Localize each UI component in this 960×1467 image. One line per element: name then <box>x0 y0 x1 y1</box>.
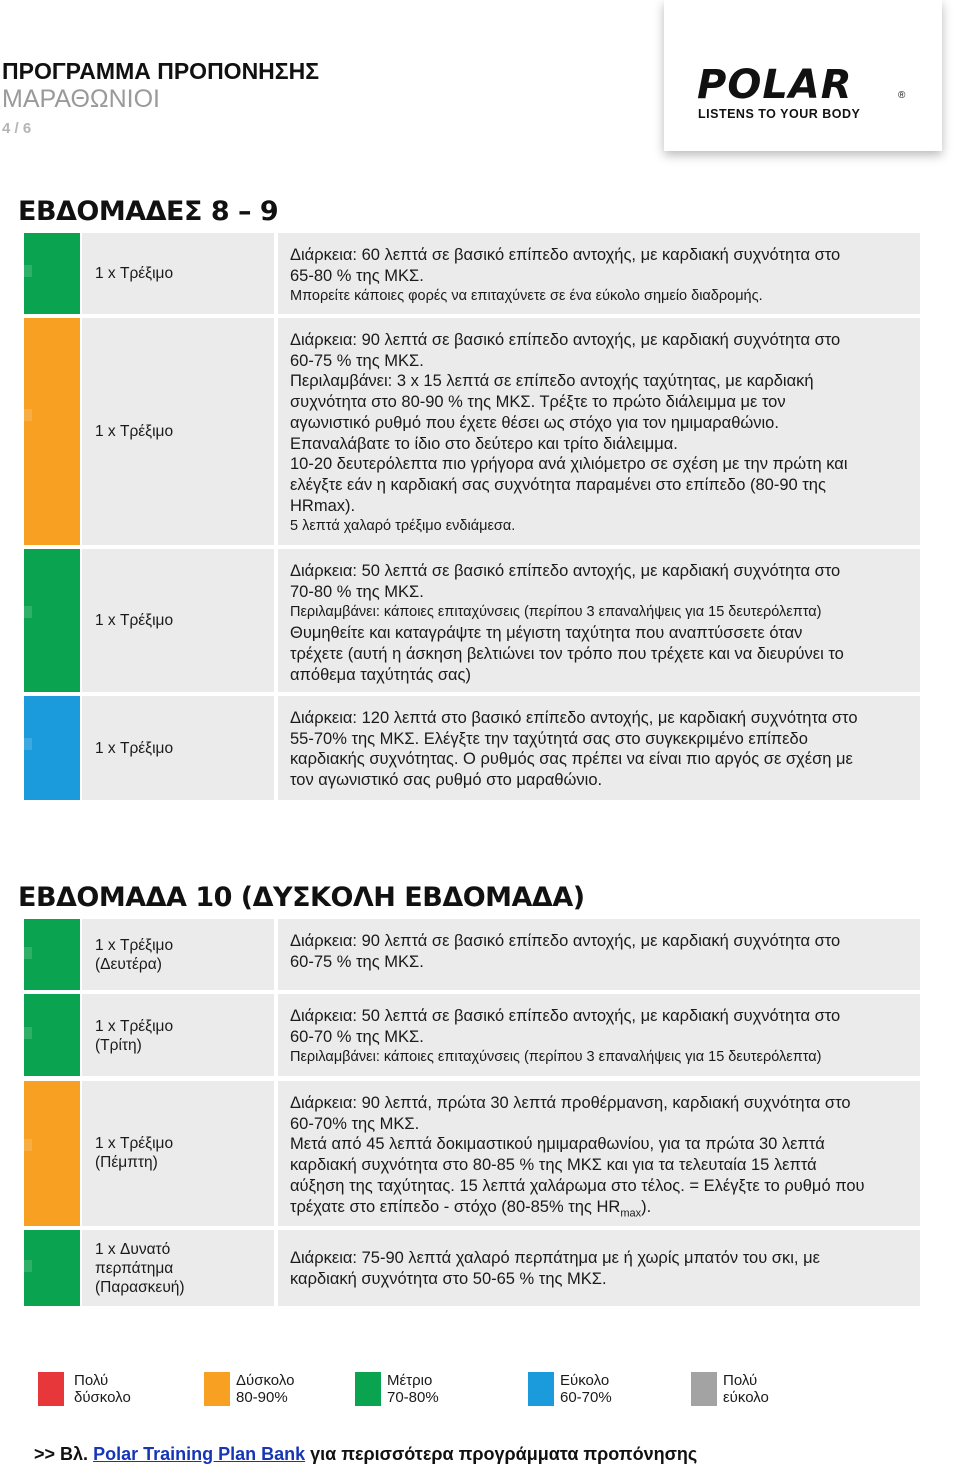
desc-line: Διάρκεια: 90 λεπτά σε βασικό επίπεδο αντοχής, με καρδιακή συχνότητα στο <box>290 331 841 349</box>
desc-line: 55-70% της ΜΚΣ. Ελέγξτε την ταχύτητά σας στο συγκεκριμένο επίπεδο <box>290 729 808 748</box>
workout-type-cell <box>82 1081 274 1226</box>
desc-line: καρδιακή συχνότητα στο 50-65 % της ΜΚΣ. <box>290 1269 607 1288</box>
workout-description <box>290 931 915 972</box>
desc-line: τρέχετε (αυτή η άσκηση βελτιώνει τον τρόπο που τρέχετε και να διευρύνει το <box>290 644 844 663</box>
legend-very-hard-swatch <box>38 1372 64 1406</box>
intensity-moderate-marker <box>24 994 80 1076</box>
workout-description-cell <box>278 1081 920 1226</box>
workout-description <box>290 708 915 791</box>
legend-line: εύκολο <box>723 1389 769 1406</box>
polar-logo: POLAR <box>697 62 853 108</box>
workout-row <box>24 994 920 1076</box>
training-plan-bank-link[interactable]: Polar Training Plan Bank <box>93 1444 306 1464</box>
desc-line <box>290 1197 915 1224</box>
desc-line: Περιλαμβάνει: κάποιες επιταχύνσεις (περίπου 3 επαναλήψεις για 15 δευτερόλεπτα) <box>290 604 822 621</box>
desc-line: καρδιακής συχνότητας. Ο ρυθμός σας πρέπει να είναι πιο αργός σε σχέση με <box>290 750 853 769</box>
desc-line: 70-80 % της ΜΚΣ. <box>290 582 424 601</box>
type-line: 1 x Δυνατό <box>95 1241 171 1258</box>
workout-type: 1 x Τρέξιμο <box>95 265 174 282</box>
legend-line: Πολύ <box>74 1372 109 1389</box>
legend-line: Εύκολο <box>560 1372 610 1389</box>
desc-line: καρδιακή συχνότητα στο 80-85 % της ΜΚΣ και για τα τελευταία 15 λεπτά <box>290 1156 817 1175</box>
legend-very-hard-label <box>74 1372 131 1406</box>
intensity-moderate-marker <box>24 549 80 692</box>
legend-hard-swatch <box>204 1372 230 1406</box>
workout-type-cell <box>82 549 274 692</box>
desc-line: Διάρκεια: 60 λεπτά σε βασικό επίπεδο αντοχής, με καρδιακή συχνότητα στο <box>290 246 841 264</box>
workout-type: 1 x Τρέξιμο <box>95 423 174 440</box>
desc-line-end: ). <box>641 1197 652 1216</box>
footer-prefix: >> Βλ. <box>34 1444 89 1464</box>
legend-line: 80-90% <box>236 1389 288 1406</box>
workout-row <box>24 1081 920 1226</box>
legend-hard-label <box>236 1372 294 1406</box>
workout-description-cell <box>278 549 920 692</box>
legend-line: 60-70% <box>560 1389 612 1406</box>
intensity-moderate-marker <box>24 1230 80 1306</box>
desc-line: 60-75 % της ΜΚΣ. <box>290 952 424 971</box>
desc-line: αγωνιστικό ρυθμό που έχετε θέσει ως στόχο για τον ημιμαραθώνιο. <box>290 413 779 432</box>
intensity-moderate-marker <box>24 919 80 990</box>
intensity-moderate-marker <box>24 233 80 314</box>
legend-line: 70-80% <box>387 1389 439 1406</box>
desc-line: Μετά από 45 λεπτά δοκιμαστικού ημιμαραθωνίου, για τα πρώτα 30 λεπτά <box>290 1135 825 1154</box>
polar-tagline: LISTENS TO YOUR BODY <box>698 107 861 121</box>
section-title-week-10: ΕΒΔΟΜΑΔΑ 10 (ΔΥΣΚΟΛΗ ΕΒΔΟΜΑΔΑ) <box>18 882 585 913</box>
workout-type-cell <box>82 919 274 990</box>
type-line: 1 x Τρέξιμο <box>95 937 174 954</box>
intensity-easy-marker <box>24 696 80 800</box>
workout-type-cell <box>82 994 274 1076</box>
workout-type-cell <box>82 696 274 800</box>
workout-description-cell <box>278 1230 920 1306</box>
page-number: 4 / 6 <box>2 120 32 137</box>
workout-description <box>290 1006 915 1068</box>
legend-line: Δύσκολο <box>236 1372 295 1389</box>
polar-logo-card <box>664 0 942 151</box>
workout-type-cell <box>82 233 274 314</box>
desc-line: Διάρκεια: 75-90 λεπτά χαλαρό περπάτημα με ή χωρίς μπατόν του σκι, με <box>290 1249 820 1267</box>
registered-mark: ® <box>898 90 906 101</box>
desc-line: συχνότητα στο 80-90 % της ΜΚΣ. Τρέξτε το πρώτο διάλειμμα με τον <box>290 393 786 412</box>
desc-line: Διάρκεια: 50 λεπτά σε βασικό επίπεδο αντοχής, με καρδιακή συχνότητα στο <box>290 1007 841 1025</box>
legend-moderate-swatch <box>355 1372 381 1406</box>
legend-easy-label <box>560 1372 612 1406</box>
desc-line-text: τρέχατε στο επίπεδο - στόχο (80-85% της HR <box>290 1197 621 1216</box>
workout-type <box>95 1240 185 1297</box>
workout-description <box>290 1093 915 1224</box>
workout-type <box>95 936 173 974</box>
desc-line: Μπορείτε κάποιες φορές να επιταχύνετε σε ένα εύκολο σημείο διαδρομής. <box>290 288 763 305</box>
workout-type: 1 x Τρέξιμο <box>95 740 174 757</box>
intensity-hard-marker <box>24 1081 80 1226</box>
legend-line: Πολύ <box>723 1372 758 1389</box>
legend-very-easy-label <box>723 1372 769 1406</box>
type-day: (Τρίτη) <box>95 1037 142 1054</box>
workout-type-cell <box>82 1230 274 1306</box>
desc-line: HRmax). <box>290 496 356 515</box>
legend-moderate-label <box>387 1372 439 1406</box>
legend-easy-swatch <box>528 1372 554 1406</box>
workout-description-cell <box>278 233 920 314</box>
desc-line: Διάρκεια: 120 λεπτά στο βασικό επίπεδο αντοχής, με καρδιακή συχνότητα στο <box>290 709 858 727</box>
footer-note <box>34 1444 697 1465</box>
workout-description <box>290 330 915 537</box>
workout-type-cell <box>82 318 274 545</box>
desc-line: Περιλαμβάνει: κάποιες επιταχύνσεις (περίπου 3 επαναλήψεις για 15 δευτερόλεπτα) <box>290 1049 822 1066</box>
desc-line: 60-70% της ΜΚΣ. <box>290 1114 420 1133</box>
desc-line: Περιλαμβάνει: 3 x 15 λεπτά σε επίπεδο αντοχής ταχύτητας, με καρδιακή <box>290 372 814 391</box>
footer-suffix: για περισσότερα προγράμματα προπόνησης <box>310 1444 698 1464</box>
desc-line: 65-80 % της ΜΚΣ. <box>290 266 424 285</box>
type-line: περπάτημα <box>95 1260 174 1277</box>
desc-line: 60-75 % της ΜΚΣ. <box>290 351 424 370</box>
desc-line: Διάρκεια: 50 λεπτά σε βασικό επίπεδο αντοχής, με καρδιακή συχνότητα στο <box>290 562 841 580</box>
type-line: 1 x Τρέξιμο <box>95 1018 174 1035</box>
desc-line: Διάρκεια: 90 λεπτά σε βασικό επίπεδο αντοχής, με καρδιακή συχνότητα στο <box>290 932 841 950</box>
desc-line: τον αγωνιστικό σας ρυθμό στο μαραθώνιο. <box>290 771 603 790</box>
type-line: 1 x Τρέξιμο <box>95 1135 174 1152</box>
program-subtitle: ΜΑΡΑΘΩΝΙΟΙ <box>2 85 160 113</box>
workout-type: 1 x Τρέξιμο <box>95 612 174 629</box>
workout-type <box>95 1017 173 1055</box>
workout-description-cell <box>278 696 920 800</box>
program-title: ΠΡΟΓΡΑΜΜΑ ΠΡΟΠΟΝΗΣΗΣ <box>2 58 320 84</box>
desc-line: 10-20 δευτερόλεπτα πιο γρήγορα ανά χιλιόμετρο σε σχέση με την πρώτη και <box>290 455 848 474</box>
type-day: (Δευτέρα) <box>95 956 162 973</box>
hr-max-subscript: max <box>620 1206 642 1219</box>
workout-row <box>24 318 920 545</box>
legend-very-easy-swatch <box>691 1372 717 1406</box>
workout-row <box>24 919 920 990</box>
workout-description-cell <box>278 318 920 545</box>
desc-line: 5 λεπτά χαλαρό τρέξιμο ενδιάμεσα. <box>290 518 516 535</box>
legend-line: Μέτριο <box>387 1372 433 1389</box>
workout-type <box>95 1134 173 1172</box>
workout-description-cell <box>278 994 920 1076</box>
workout-row <box>24 1230 920 1306</box>
desc-line: Επαναλάβατε το ίδιο στο δεύτερο και τρίτο διάλειμμα. <box>290 434 678 453</box>
workout-description <box>290 1248 915 1289</box>
desc-line: ελέγξτε εάν η καρδιακή σας συχνότητα παραμένει στο επίπεδο (80-90 της <box>290 475 826 494</box>
workout-row <box>24 549 920 692</box>
workout-row <box>24 233 920 314</box>
type-day: (Παρασκευή) <box>95 1279 185 1296</box>
desc-line: 60-70 % της ΜΚΣ. <box>290 1027 424 1046</box>
desc-line: Θυμηθείτε και καταγράψτε τη μέγιστη ταχύτητα που αναπτύσσετε όταν <box>290 624 803 643</box>
desc-line: Διάρκεια: 90 λεπτά, πρώτα 30 λεπτά προθέρμανση, καρδιακή συχνότητα στο <box>290 1094 851 1112</box>
legend-line: δύσκολο <box>74 1389 131 1406</box>
desc-line: απόθεμα ταχύτητάς σας) <box>290 665 471 684</box>
section-title-weeks-8-9: ΕΒΔΟΜΑΔΕΣ 8 – 9 <box>18 196 279 227</box>
workout-row <box>24 696 920 800</box>
desc-line: αύξηση της ταχύτητας. 15 λεπτά χαλάρωμα στο τέλος. = Ελέγξτε το ρυθμό που <box>290 1176 865 1195</box>
type-day: (Πέμπτη) <box>95 1154 158 1171</box>
workout-description <box>290 561 915 685</box>
intensity-hard-marker <box>24 318 80 545</box>
workout-description-cell <box>278 919 920 990</box>
workout-description <box>290 245 915 307</box>
